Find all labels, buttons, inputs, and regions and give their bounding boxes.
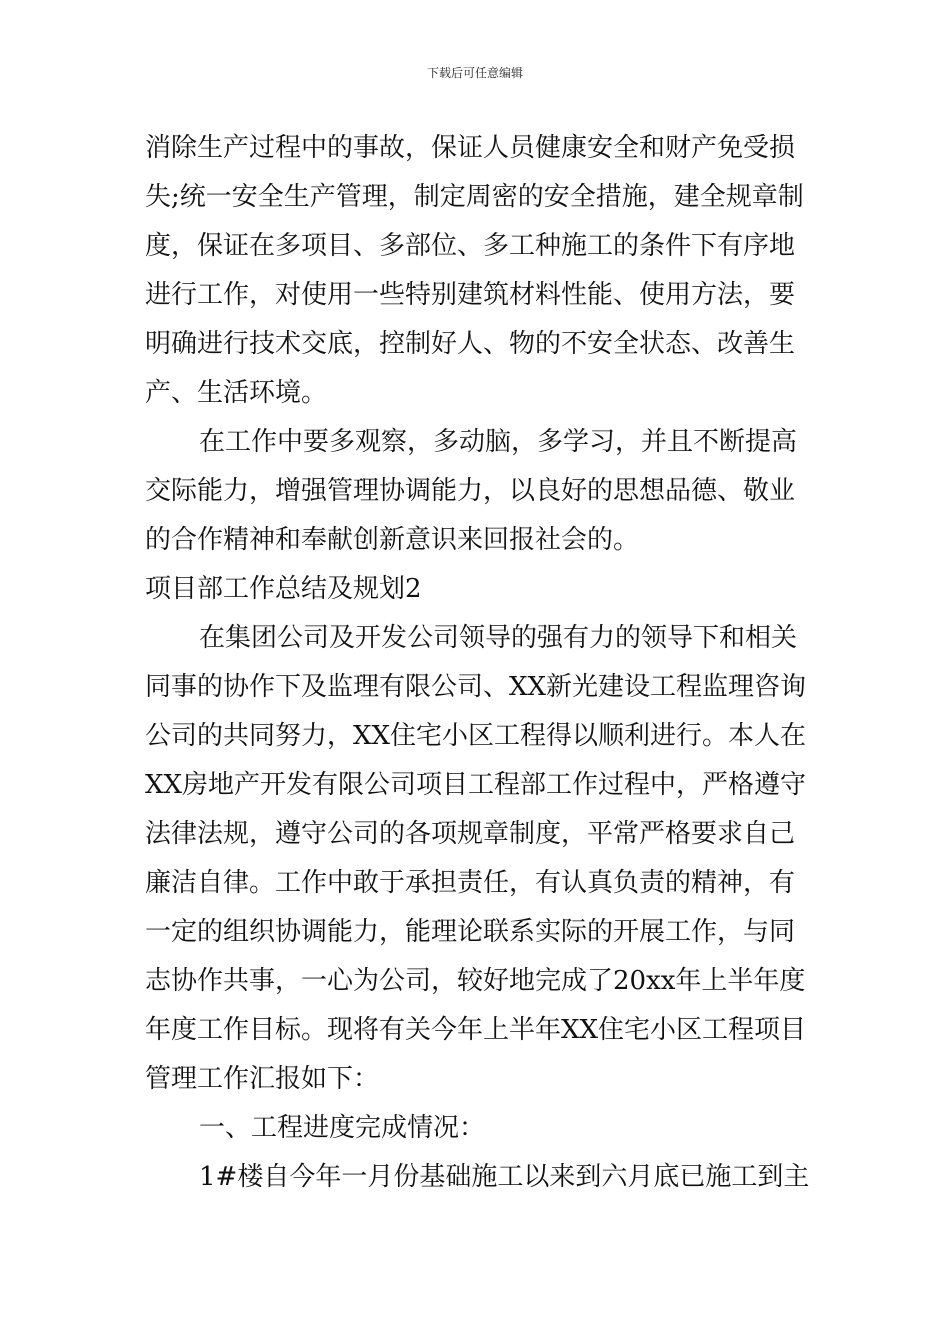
text-line: 志协作共事，一心为公司，较好地完成了20xx年上半年度 (145, 966, 806, 996)
text-line: 管理工作汇报如下： (145, 1064, 380, 1094)
text-line: 项目部工作总结及规划2 (145, 574, 422, 604)
text-line: 在集团公司及开发公司领导的强有力的领导下和相关 (199, 623, 798, 653)
text-line: 同事的协作下及监理有限公司、XX新光建设工程监理咨询 (145, 672, 807, 702)
text-line: 1#楼自今年一月份基础施工以来到六月底已施工到主 (199, 1162, 810, 1192)
text-line: 年度工作目标。现将有关今年上半年XX住宅小区工程项目 (145, 1015, 807, 1045)
text-line: 一定的组织协调能力，能理论联系实际的开展工作，与同 (145, 917, 796, 947)
document-body (145, 124, 810, 1202)
text-line: 明确进行技术交底，控制好人、物的不安全状态、改善生 (145, 329, 796, 359)
page-header: 下载后可任意编辑 (426, 66, 523, 80)
text-line: 进行工作，对使用一些特别建筑材料性能、使用方法，要 (145, 280, 796, 310)
text-line: 在工作中要多观察，多动脑，多学习，并且不断提高 (199, 427, 798, 457)
text-line: 廉洁自律。工作中敢于承担责任，有认真负责的精神，有 (145, 868, 796, 898)
text-line: 的合作精神和奉献创新意识来回报社会的。 (145, 525, 640, 555)
text-line: 产、生活环境。 (145, 378, 328, 408)
text-line: 度，保证在多项目、多部位、多工种施工的条件下有序地 (145, 231, 796, 261)
text-line: 一、工程进度完成情况： (199, 1113, 486, 1143)
text-line: 交际能力，增强管理协调能力，以良好的思想品德、敬业 (145, 476, 796, 506)
text-line: XX房地产开发有限公司项目工程部工作过程中，严格遵守 (145, 770, 807, 800)
text-line: 消除生产过程中的事故，保证人员健康安全和财产免受损 (145, 133, 796, 163)
text-line: 公司的共同努力，XX住宅小区工程得以顺利进行。本人在 (145, 721, 807, 751)
text-line: 失;统一安全生产管理，制定周密的安全措施，建全规章制 (145, 182, 804, 212)
text-line: 法律法规，遵守公司的各项规章制度，平常严格要求自己 (145, 819, 796, 849)
